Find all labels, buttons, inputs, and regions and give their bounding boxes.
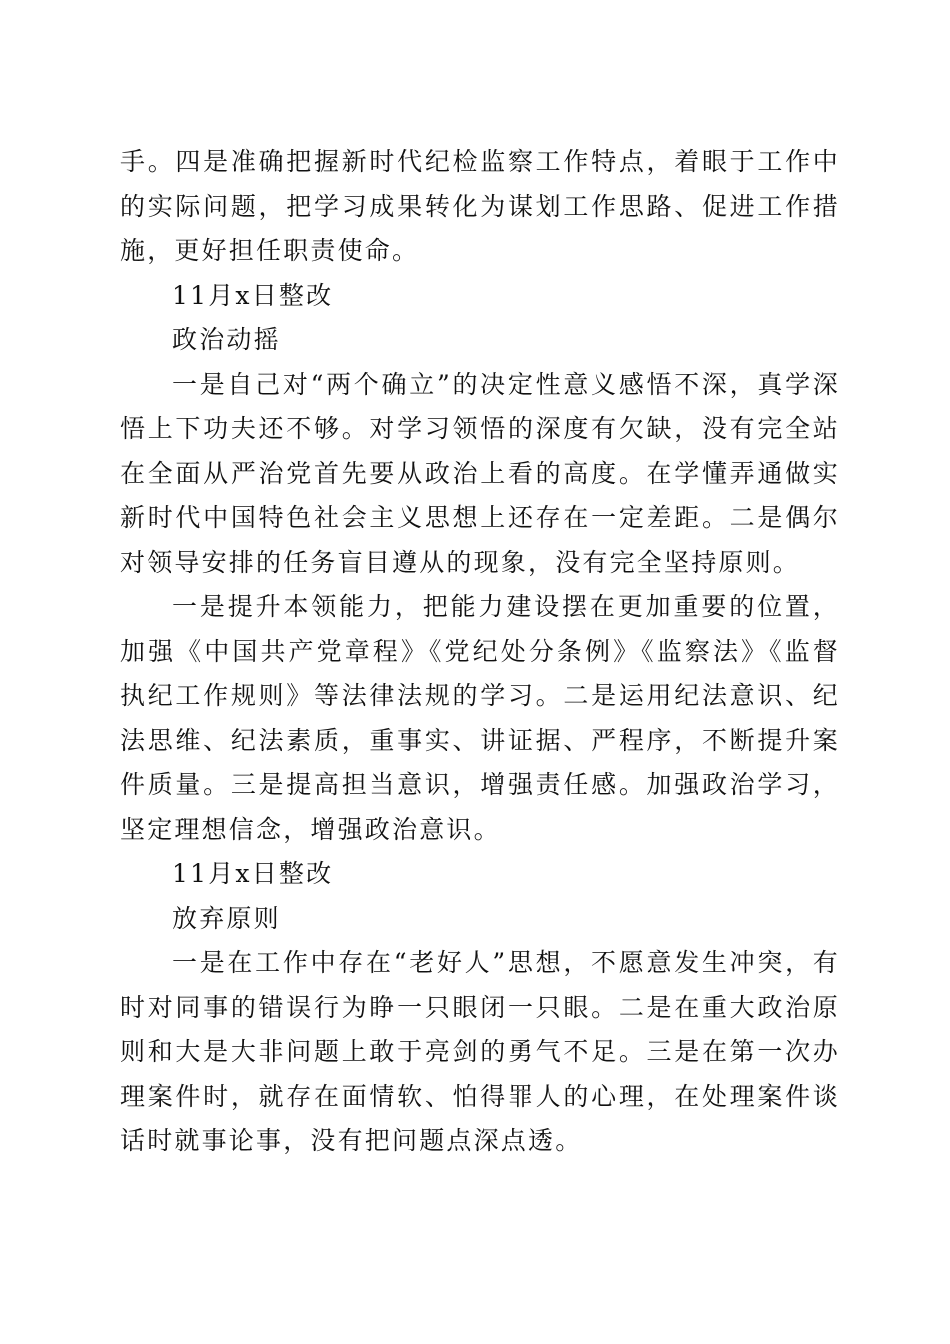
section-heading: 政治动摇	[172, 325, 281, 354]
paragraph-measures: 一是提升本领能力，把能力建设摆在更加重要的位置，加强《中国共产党章程》《党纪处分条例》《监察法》《监督执纪工作规则》等法律法规的学习。二是运用纪法意识、纪法思维、纪法素质，重事实、讲证据、严程序，不断提升案件质量。三是提高担当意识，增强责任感。加强政治学习，坚定理想信念，增强政治意识。	[120, 592, 840, 844]
paragraph-problem: 一是自己对“两个确立”的决定性意义感悟不深，真学深悟上下功夫还不够。对学习领悟的深度有欠缺，没有完全站在全面从严治党首先要从政治上看的高度。在学懂弄通做实新时代中国特色社会主义思想上还存在一定差距。二是偶尔对领导安排的任务盲目遵从的现象，没有完全坚持原则。	[120, 369, 840, 577]
date-line: 11月x日整改	[172, 280, 334, 310]
paragraph-problem: 一是在工作中存在“老好人”思想，不愿意发生冲突，有时对同事的错误行为睁一只眼闭一只眼。二是在重大政治原则和大是大非问题上敢于亮剑的勇气不足。三是在第一次办理案件时，就存在面情软、怕得罪人的心理，在处理案件谈话时就事论事，没有把问题点深点透。	[120, 948, 840, 1155]
document-body	[120, 140, 840, 1164]
paragraph-continuation: 手。四是准确把握新时代纪检监察工作特点，着眼于工作中的实际问题，把学习成果转化为谋划工作思路、促进工作措施，更好担任职责使命。	[120, 147, 840, 265]
date-line: 11月x日整改	[172, 859, 334, 888]
section-heading: 放弃原则	[172, 903, 281, 933]
